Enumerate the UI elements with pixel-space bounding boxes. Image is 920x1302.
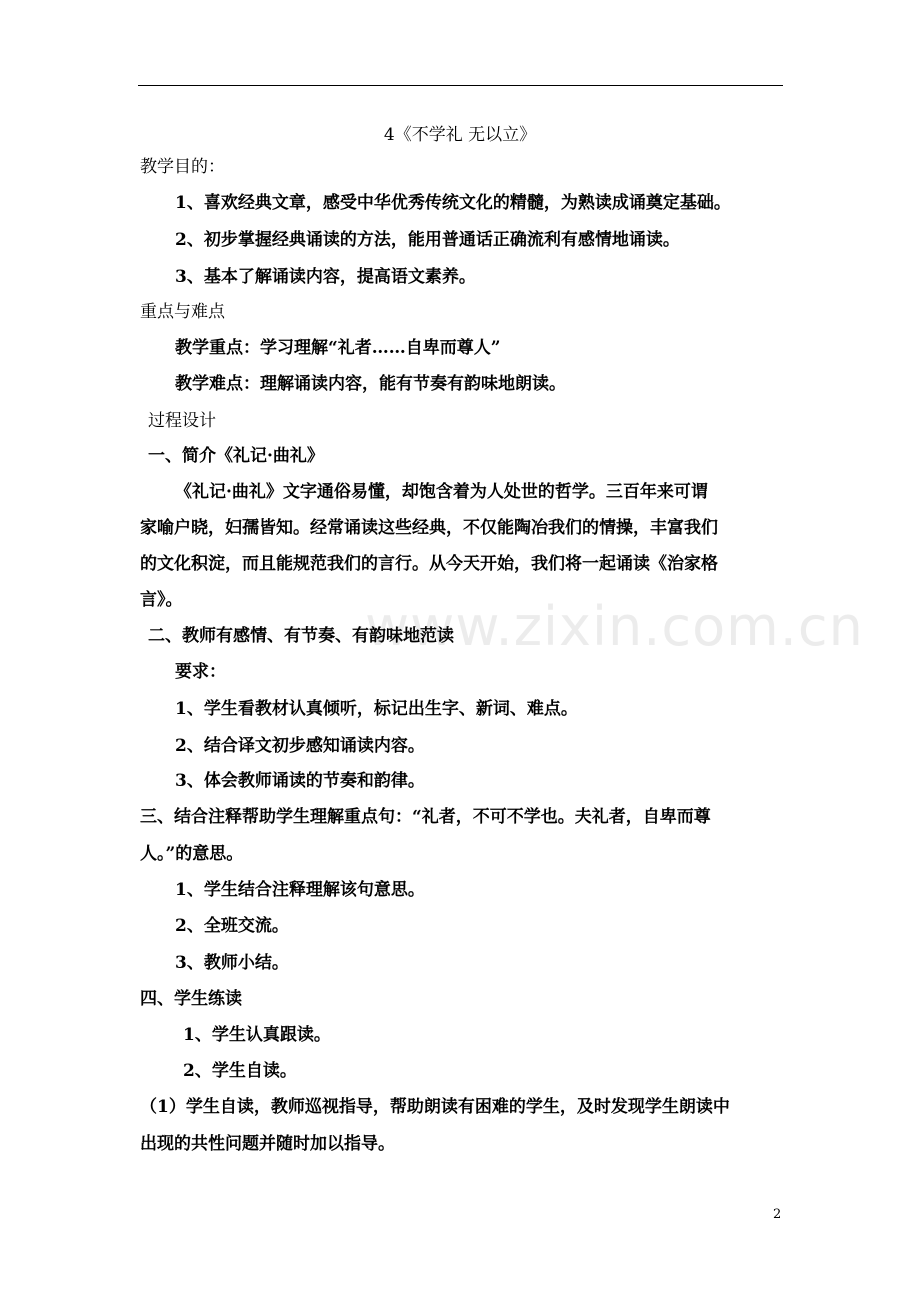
process-heading: 过程设计 (148, 411, 216, 431)
section4-note-line: 出现的共性问题并随时加以指导。 (140, 1134, 395, 1154)
objective-item: 2、初步掌握经典诵读的方法，能用普通话正确流利有感情地诵读。 (175, 230, 680, 250)
section3-item: 1、学生结合注释理解该句意思。 (175, 880, 425, 900)
section2-heading: 二、教师有感情、有节奏、有韵味地范读 (148, 626, 454, 646)
section2-item: 2、结合译文初步感知诵读内容。 (175, 736, 425, 756)
page-title: 4《不学礼 无以立》 (383, 125, 537, 145)
section3-heading-line: 人。”的意思。 (140, 844, 244, 864)
section2-item: 1、学生看教材认真倾听，标记出生字、新词、难点。 (175, 699, 578, 719)
keypoints-heading: 重点与难点 (140, 302, 225, 322)
section3-heading-line: 三、结合注释帮助学生理解重点句：“礼者，不可不学也。夫礼者，自卑而尊 (140, 807, 711, 827)
objectives-heading: 教学目的： (140, 157, 225, 177)
page-number: 2 (773, 1207, 782, 1222)
section4-item: 2、学生自读。 (183, 1061, 297, 1081)
section3-item: 3、教师小结。 (175, 953, 289, 973)
keypoint-text: 教学重点：学习理解“礼者……自卑而尊人” (175, 338, 501, 358)
section1-paragraph-line: 《礼记·曲礼》文字通俗易懂，却饱含着为人处世的哲学。三百年来可谓 (175, 482, 708, 502)
section4-heading: 四、学生练读 (140, 989, 242, 1009)
section4-item: 1、学生认真跟读。 (183, 1025, 331, 1045)
section4-note-line: （1）学生自读，教师巡视指导，帮助朗读有困难的学生，及时发现学生朗读中 (140, 1097, 730, 1117)
section1-heading: 一、简介《礼记·曲礼》 (148, 446, 324, 466)
header-rule (138, 85, 783, 86)
difficulty-text: 教学难点：理解诵读内容，能有节奏有韵味地朗读。 (175, 374, 566, 394)
section1-paragraph-line: 言》。 (140, 590, 183, 610)
section3-item: 2、全班交流。 (175, 916, 289, 936)
section2-item: 3、体会教师诵读的节奏和韵律。 (175, 771, 425, 791)
objective-item: 1、喜欢经典文章，感受中华优秀传统文化的精髓，为熟读成诵奠定基础。 (175, 193, 731, 213)
section2-requirement-label: 要求： (175, 662, 226, 682)
objective-item: 3、基本了解诵读内容，提高语文素养。 (175, 267, 476, 287)
section1-paragraph-line: 的文化积淀，而且能规范我们的言行。从今天开始，我们将一起诵读《治家格 (140, 554, 718, 574)
section1-paragraph-line: 家喻户晓，妇孺皆知。经常诵读这些经典，不仅能陶冶我们的情操，丰富我们 (140, 518, 718, 538)
watermark: www.zixin.com.cn (365, 595, 864, 658)
